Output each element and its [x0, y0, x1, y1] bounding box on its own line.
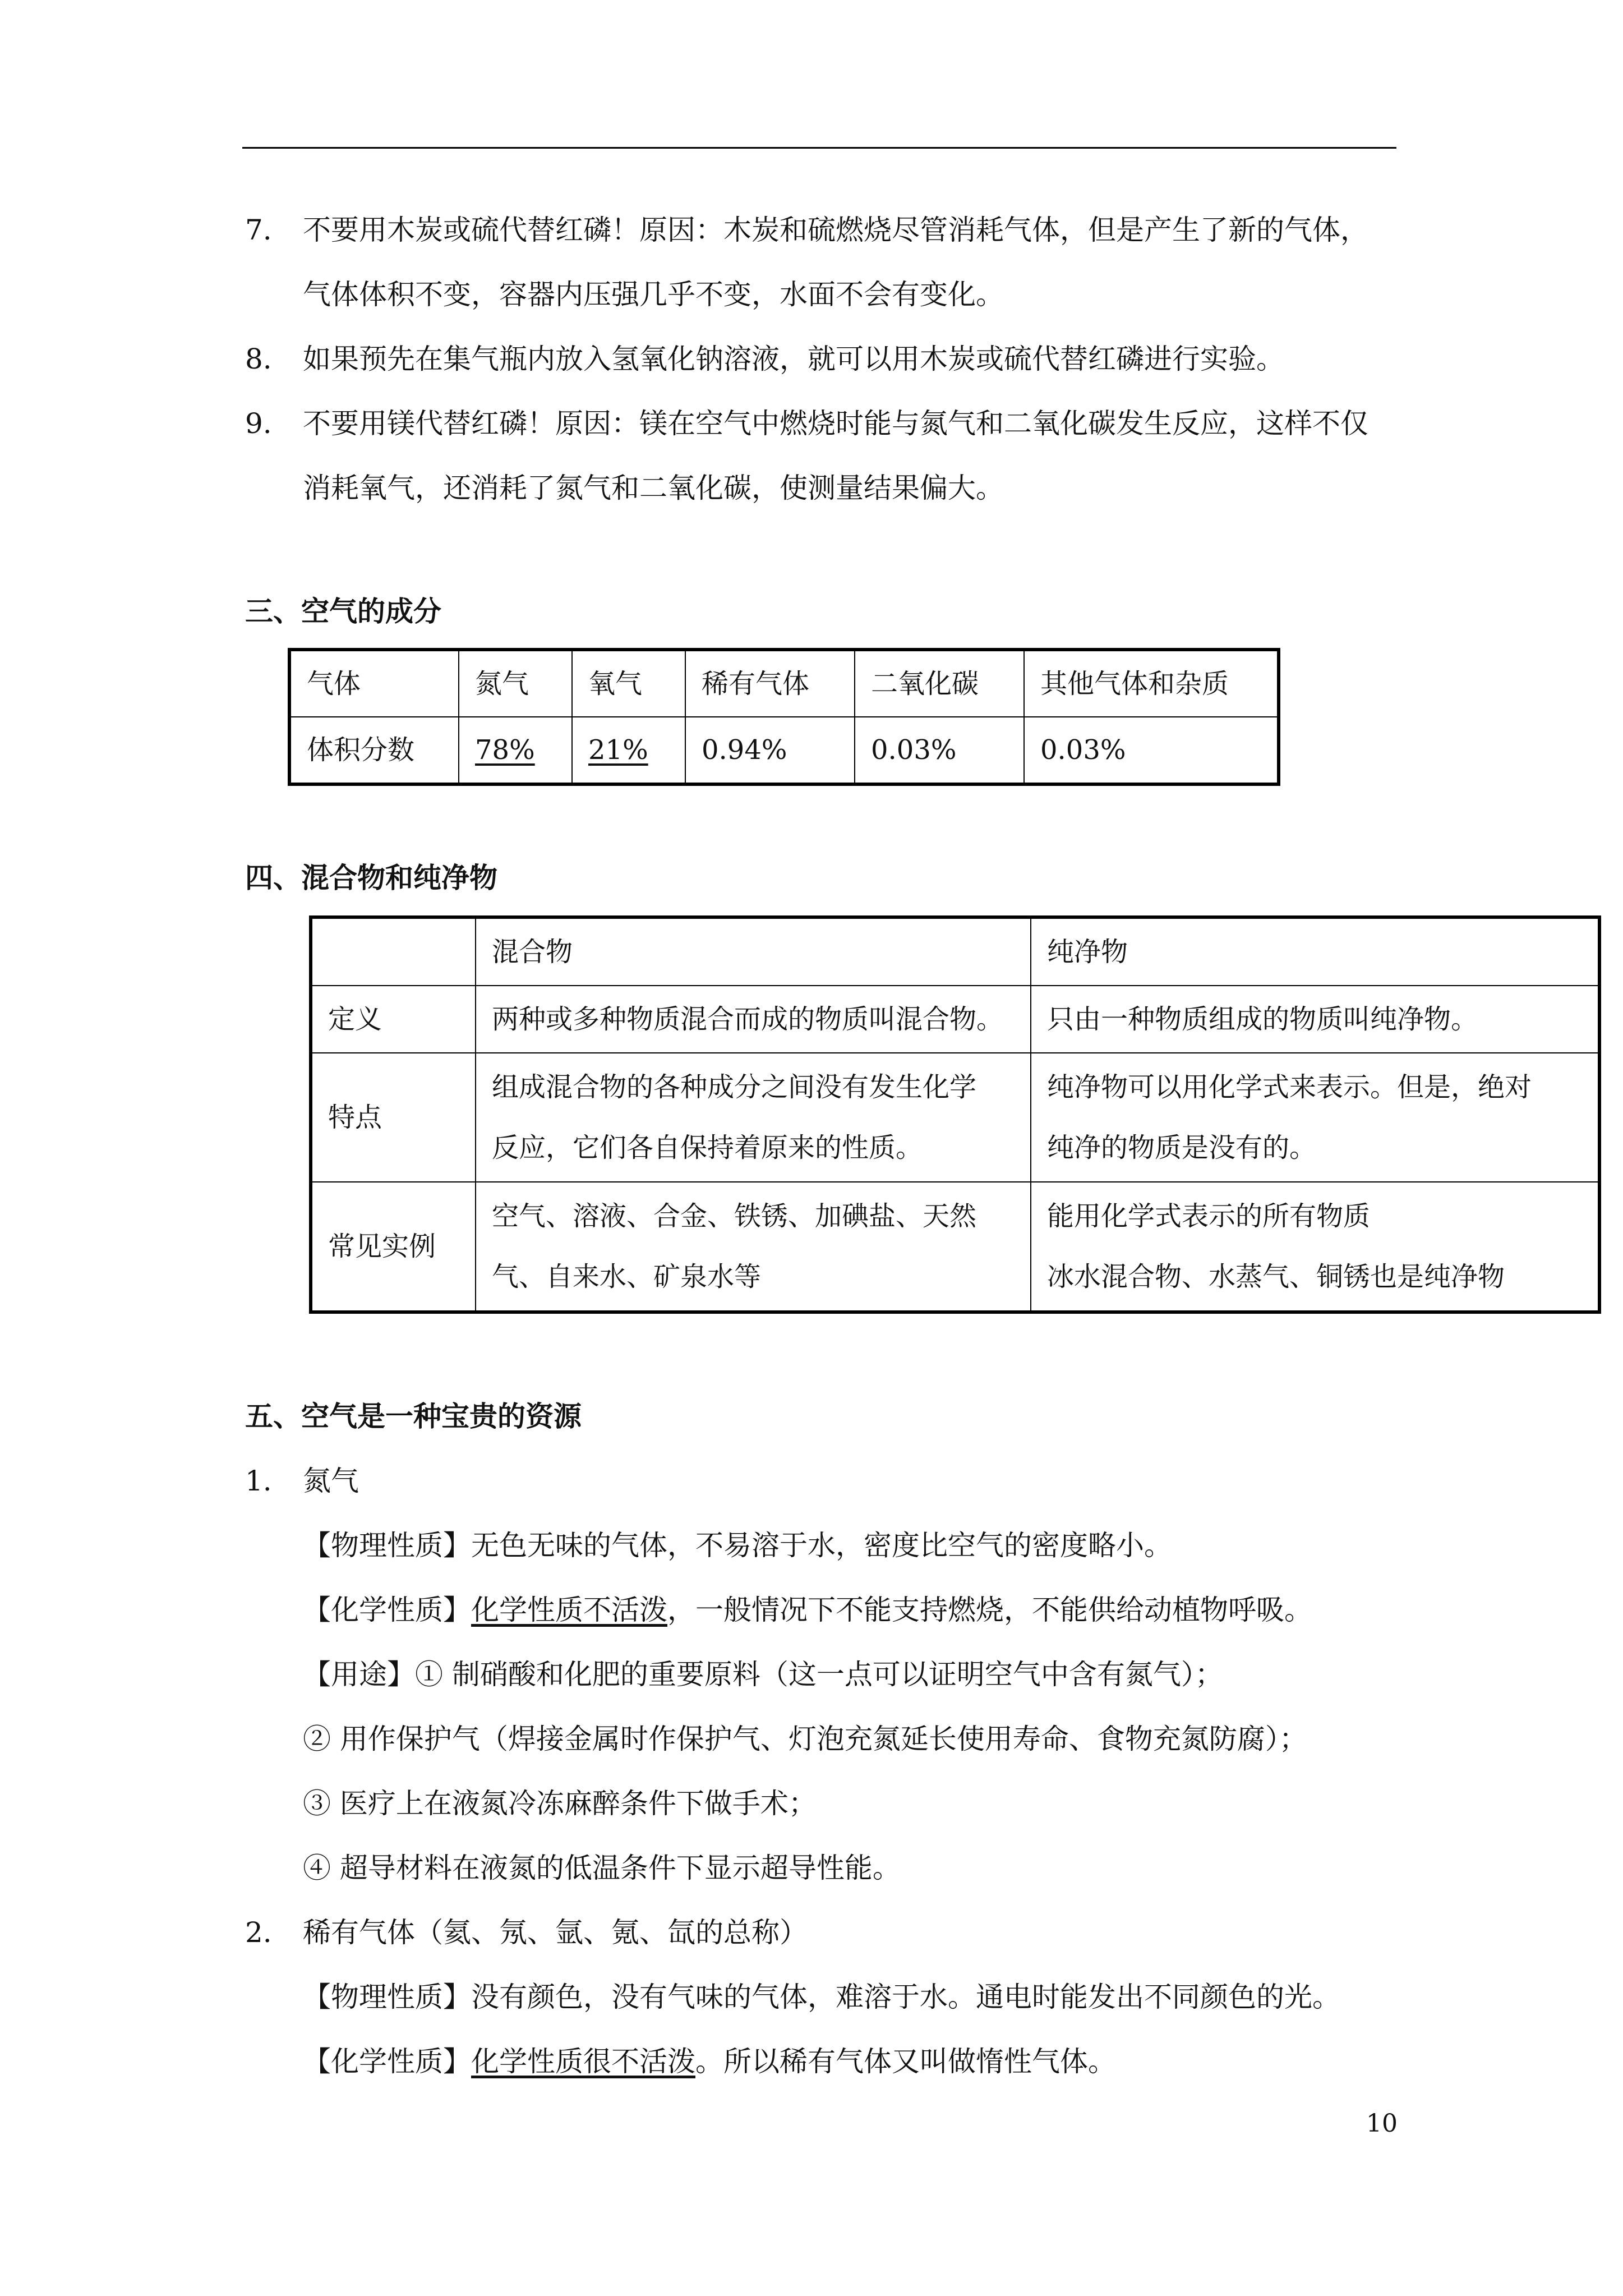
item-9-line-2: 消耗氧气，还消耗了氮气和二氧化碳，使测量结果偏大。 [303, 472, 1004, 504]
table-cell: 0.94% [685, 717, 855, 784]
rare-chem-underlined: 化学性质很不活泼 [471, 2045, 695, 2078]
cell-line: 纯净的物质是没有的。 [1047, 1132, 1317, 1163]
table-header-cell: 纯净物 [1031, 917, 1599, 986]
cell-line: 反应，它们各自保持着原来的性质。 [492, 1132, 923, 1163]
n2-use-4: ④ 超导材料在液氮的低温条件下显示超导性能。 [303, 1852, 901, 1884]
cell-line: 纯净物可以用化学式来表示。但是，绝对 [1047, 1071, 1532, 1103]
table-header-cell: 其他气体和杂质 [1024, 650, 1279, 717]
table-header-cell: 氮气 [459, 650, 572, 717]
air-composition-table [288, 648, 1280, 786]
table-header-cell: 二氧化碳 [855, 650, 1024, 717]
table-header-cell: 稀有气体 [685, 650, 855, 717]
table-row [311, 986, 1599, 1053]
table-header-cell [311, 917, 476, 986]
table-cell: 常见实例 [311, 1182, 476, 1312]
table-header-cell: 氧气 [572, 650, 685, 717]
item-7-line-2: 气体体积不变，容器内压强几乎不变，水面不会有变化。 [303, 278, 1004, 311]
cell-line: 气、自来水、矿泉水等 [492, 1261, 762, 1292]
table-header-cell: 混合物 [476, 917, 1031, 986]
table-row [311, 917, 1599, 986]
n2-chem-rest: ，一般情况下不能支持燃烧，不能供给动植物呼吸。 [667, 1594, 1312, 1626]
item-7-line-1: 不要用木炭或硫代替红磷！原因：木炭和硫燃烧尽管消耗气体，但是产生了新的气体， [303, 214, 1368, 246]
table-row [311, 1053, 1599, 1182]
item-8-line-1: 如果预先在集气瓶内放入氢氧化钠溶液，就可以用木炭或硫代替红磷进行实验。 [303, 343, 1284, 375]
n2-physical-properties: 【物理性质】无色无味的气体，不易溶于水，密度比空气的密度略小。 [303, 1529, 1172, 1562]
cell-line: 组成混合物的各种成分之间没有发生化学 [492, 1071, 977, 1103]
table-cell: 0.03% [855, 717, 1024, 784]
n2-chemical-properties [303, 1590, 1312, 1630]
table-cell [1031, 1182, 1599, 1312]
section-3-title: 三、空气的成分 [245, 595, 441, 628]
table-cell: 特点 [311, 1053, 476, 1182]
table-cell [572, 717, 685, 784]
n2-chem-underlined: 化学性质不活泼 [471, 1594, 667, 1626]
item-9-line-1: 不要用镁代替红磷！原因：镁在空气中燃烧时能与氮气和二氧化碳发生反应，这样不仅 [303, 407, 1368, 440]
cell-line: 空气、溶液、合金、铁锈、加碘盐、天然 [492, 1200, 977, 1232]
table-row [311, 1182, 1599, 1312]
table-cell [476, 1182, 1031, 1312]
item-8-number: 8. [245, 343, 272, 375]
table-row [289, 650, 1279, 717]
mixture-pure-table [309, 915, 1601, 1314]
rare-chem-rest: 。所以稀有气体又叫做惰性气体。 [695, 2045, 1116, 2078]
nitrogen-value: 78% [475, 734, 535, 766]
n2-use-3: ③ 医疗上在液氮冷冻麻醉条件下做手术； [303, 1787, 817, 1820]
table-row [289, 717, 1279, 784]
rare-gas-chemical-properties [303, 2042, 1116, 2081]
table-cell: 0.03% [1024, 717, 1279, 784]
section-4-title: 四、混合物和纯净物 [245, 861, 497, 894]
section-5-title: 五、空气是一种宝贵的资源 [245, 1400, 582, 1433]
n2-use-1: 【用途】① 制硝酸和化肥的重要原料（这一点可以证明空气中含有氮气）； [303, 1658, 1223, 1691]
n2-number: 1. [245, 1465, 272, 1497]
n2-chem-label: 【化学性质】 [303, 1594, 471, 1626]
n2-use-2: ② 用作保护气（焊接金属时作保护气、灯泡充氮延长使用寿命、食物充氮防腐）； [303, 1723, 1307, 1755]
n2-heading: 氮气 [303, 1465, 359, 1497]
table-cell: 定义 [311, 986, 476, 1053]
rare-gas-physical-properties: 【物理性质】没有颜色，没有气味的气体，难溶于水。通电时能发出不同颜色的光。 [303, 1981, 1340, 2013]
item-7-number: 7. [245, 214, 272, 246]
table-cell [1031, 1053, 1599, 1182]
item-9-number: 9. [245, 407, 272, 440]
cell-line: 能用化学式表示的所有物质 [1047, 1200, 1371, 1232]
cell-line: 冰水混合物、水蒸气、铜锈也是纯净物 [1047, 1261, 1505, 1292]
table-cell [459, 717, 572, 784]
table-cell: 体积分数 [289, 717, 459, 784]
page-number: 10 [1366, 2109, 1398, 2138]
table-cell: 两种或多种物质混合而成的物质叫混合物。 [476, 986, 1031, 1053]
rare-gas-number: 2. [245, 1916, 272, 1949]
header-rule [242, 147, 1396, 149]
oxygen-value: 21% [588, 734, 648, 766]
table-cell: 只由一种物质组成的物质叫纯净物。 [1031, 986, 1599, 1053]
table-cell [476, 1053, 1031, 1182]
rare-gas-heading: 稀有气体（氦、氖、氩、氪、氙的总称） [303, 1916, 808, 1949]
rare-chem-label: 【化学性质】 [303, 2045, 471, 2078]
table-header-cell: 气体 [289, 650, 459, 717]
